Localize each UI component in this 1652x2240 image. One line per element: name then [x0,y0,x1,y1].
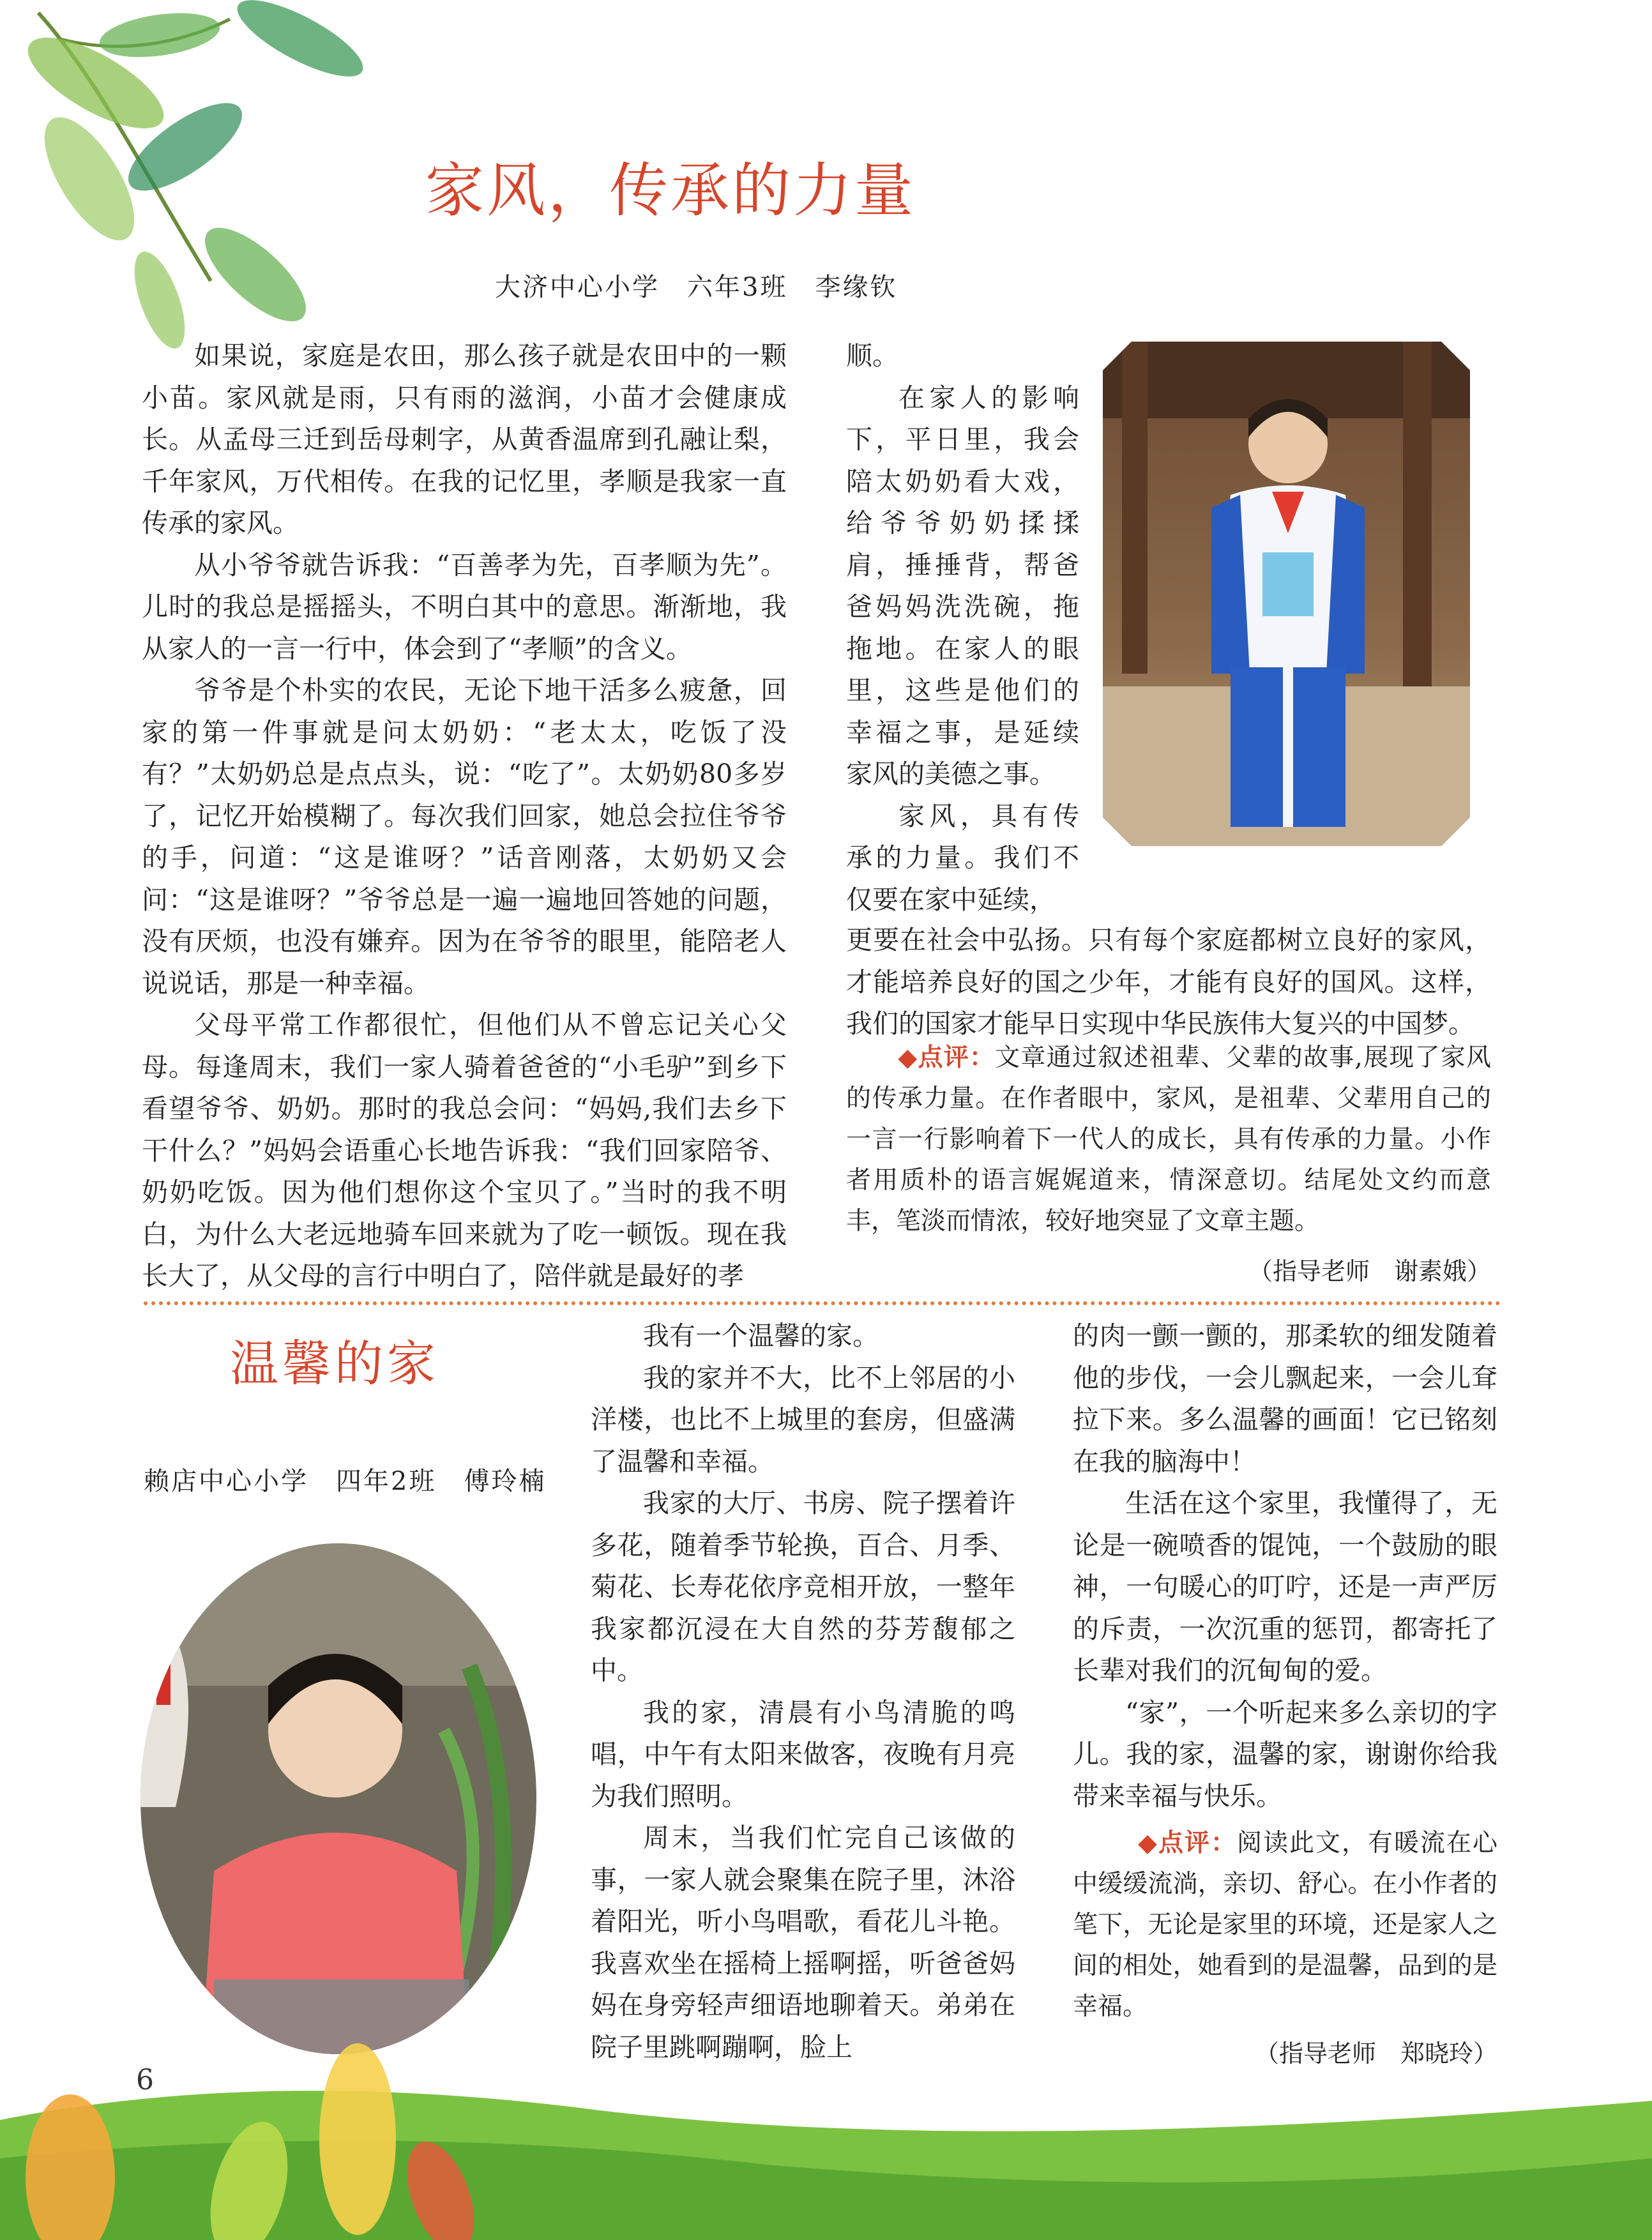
paragraph: 父母平常工作都很忙，但他们从不曾忘记关心父母。每逢周末，我们一家人骑着爸爸的“小毛驴”到乡下看望爷爷、奶奶。那时的我总会问：“妈妈,我们去乡下干什么？”妈妈会语重心长地告诉我：“我们回家陪爷、奶奶吃饭。因为他们想你这个宝贝了。”当时的我不明白，为什么大老远地骑车回来就为了吃一顿饭。现在我长大了，从父母的言行中明白了，陪伴就是最好的孝 [142,1010,787,1291]
paragraph: 我家的大厅、书房、院子摆着许多花，随着季节轮换，百合、月季、菊花、长寿花依序竞相开放，一整年我家都沉浸在大自然的芬芳馥郁之中。 [591,1488,1015,1686]
page-number: 6 [136,2064,154,2096]
section-divider [144,1301,1501,1305]
paragraph: “家”，一个听起来多么亲切的字儿。我的家，温馨的家，谢谢你给我带来幸福与快乐。 [1073,1697,1497,1812]
paragraph: 爷爷是个朴实的农民，无论下地干活多么疲惫，回家的第一件事就是问太奶奶：“老太太，吃饭了没有？”太奶奶总是点点头，说：“吃了”。太奶奶80多岁了，记忆开始模糊了。每次我们回家，她总会拉住爷爷的手，问道：“这是谁呀？”话音刚落，太奶奶又会问：“这是谁呀？”爷爷总是一遍一遍地回答她的问题，没有厌烦，也没有嫌弃。因为在爷爷的眼里，能陪老人说说话，那是一种幸福。 [142,675,787,999]
paragraph: 生活在这个家里，我懂得了，无论是一碗喷香的馄饨，一个鼓励的眼神，一句暖心的叮咛，还是一声严厉的斥责，一次沉重的惩罚，都寄托了长辈对我们的沉甸甸的爱。 [1073,1488,1497,1686]
comment-label: ◆点评： [897,1043,996,1072]
article2-title: 温馨的家 [230,1335,439,1392]
student-photo-2 [137,1539,540,2059]
article1-right-narrow-column [846,335,1079,921]
comment-label: ◆点评： [1137,1829,1237,1858]
paragraph-continuation: 的肉一颤一颤的，那柔软的细发随着他的步伐，一会儿飘起来，一会儿耷拉下来。多么温馨的画面！它已铭刻在我的脑海中！ [1073,1321,1497,1477]
paragraph: 从小爷爷就告诉我：“百善孝为先，百孝顺为先”。儿时的我总是摇摇头，不明白其中的意思。渐渐地，我从家人的一言一行中，体会到了“孝顺”的含义。 [142,549,787,664]
student-photo-1 [1103,342,1470,846]
article1-teacher: （指导老师 谢素娥） [1248,1257,1491,1285]
article1-byline: 大济中心小学 六年3班 李缘钦 [495,273,898,302]
paragraph-continuation: 顺。 [846,340,898,371]
article1-left-column [142,335,787,1298]
article1-title: 家风，传承的力量 [425,156,916,225]
paragraph: 家风，具有传承的力量。我们不仅要在家中延续， [846,800,1079,915]
article2-right-column [1073,1315,1497,1817]
comment-text: 阅读此文，有暖流在心中缓缓流淌，亲切、舒心。在小作者的笔下，无论是家里的环境，还是家人之间的相处，她看到的是温馨，品到的是幸福。 [1073,1829,1497,2021]
article2-middle-column [591,1315,1015,2068]
paragraph: 周末，当我们忙完自己该做的事，一家人就会聚集在院子里，沐浴着阳光，听小鸟唱歌，看花儿斗艳。我喜欢坐在摇椅上摇啊摇，听爸爸妈妈在身旁轻声细语地聊着天。弟弟在院子里跳啊蹦啊，脸上 [591,1822,1015,2062]
article2-teacher: （指导老师 郑晓玲） [1254,2039,1497,2068]
paragraph: 在家人的影响下，平日里，我会陪太奶奶看大戏，给爷爷奶奶揉揉肩，捶捶背，帮爸爸妈妈洗洗碗，拖拖地。在家人的眼里，这些是他们的幸福之事，是延续家风的美德之事。 [846,382,1079,789]
article2-comment [1073,1823,1497,2027]
article2-byline: 赖店中心小学 四年2班 傅玲楠 [144,1467,547,1496]
paragraph: 如果说，家庭是农田，那么孩子就是农田中的一颗小苗。家风就是雨，只有雨的滋润，小苗才会健康成长。从孟母三迁到岳母刺字，从黄香温席到孔融让梨，千年家风，万代相传。在我的记忆里，孝顺是我家一直传承的家风。 [142,340,787,538]
paragraph: 我的家，清晨有小鸟清脆的鸣唱，中午有太阳来做客，夜晚有月亮为我们照明。 [591,1697,1015,1812]
article1-right-wide-column [846,919,1491,1045]
grass-decoration [0,2031,1652,2240]
paragraph: 我有一个温馨的家。 [643,1321,879,1351]
article1-comment [846,1038,1491,1242]
comment-text: 文章通过叙述祖辈、父辈的故事,展现了家风的传承力量。在作者眼中，家风，是祖辈、父辈用自己的一言一行影响着下一代人的成长，具有传承的力量。小作者用质朴的语言娓娓道来，情深意切。结尾处文约而意丰，笔淡而情浓，较好地突显了文章主题。 [846,1043,1491,1236]
paragraph-continuation: 更要在社会中弘扬。只有每个家庭都树立良好的家风，才能培养良好的国之少年，才能有良好的国风。这样，我们的国家才能早日实现中华民族伟大复兴的中国梦。 [846,925,1491,1039]
leaves-decoration [0,0,396,358]
paragraph: 我的家并不大，比不上邻居的小洋楼，也比不上城里的套房，但盛满了温馨和幸福。 [591,1362,1015,1477]
